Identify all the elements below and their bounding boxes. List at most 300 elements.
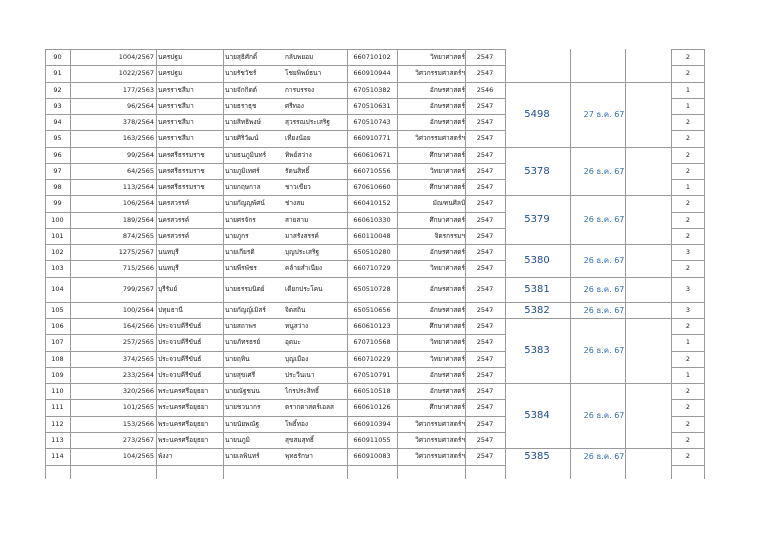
group-date: 26 ธ.ค. 67 xyxy=(583,305,625,315)
cell-count: 1 xyxy=(685,85,691,94)
cell-first: นายธนภูมินทร์ xyxy=(225,150,267,159)
cell-first: นายธรรมนิตย์ xyxy=(225,285,265,294)
cell-doc: 320/2566 xyxy=(122,386,154,395)
cell-first: นายนภูมิ xyxy=(225,435,250,444)
cell-prov: นครสวรรค์ xyxy=(158,199,190,208)
cell-id: 660910944 xyxy=(353,69,391,78)
cell-count: 2 xyxy=(685,134,691,143)
cell-doc: 715/2566 xyxy=(122,264,154,273)
row-divider xyxy=(45,260,505,261)
row-divider xyxy=(45,82,505,83)
cell-doc: 257/2565 xyxy=(122,338,154,347)
group-date: 26 ธ.ค. 67 xyxy=(583,285,625,294)
cell-year: 2546 xyxy=(476,85,494,94)
cell-id: 660410152 xyxy=(353,199,391,208)
cell-count: 2 xyxy=(685,117,691,126)
cell-count: 2 xyxy=(685,419,691,428)
group-number: 5384 xyxy=(524,410,550,421)
column-divider xyxy=(671,49,672,479)
cell-count: 2 xyxy=(685,435,691,444)
cell-last: ประวีนเนา xyxy=(285,370,315,379)
cell-year: 2547 xyxy=(476,338,494,347)
cell-prov: ประจวบคีรีขันธ์ xyxy=(158,354,202,363)
group-number: 5381 xyxy=(524,284,550,295)
cell-year: 2547 xyxy=(476,264,494,273)
cell-year: 2547 xyxy=(476,403,494,412)
cell-year: 2547 xyxy=(476,452,494,461)
row-divider xyxy=(45,351,505,352)
cell-last: ช่างสม xyxy=(285,199,305,208)
cell-count: 3 xyxy=(685,305,691,314)
cell-year: 2547 xyxy=(476,199,494,208)
cell-doc: 64/2565 xyxy=(126,166,154,175)
row-divider xyxy=(671,114,705,115)
cell-doc: 113/2564 xyxy=(122,182,154,191)
cell-count: 2 xyxy=(685,264,691,273)
row-divider xyxy=(45,195,505,196)
group-cell xyxy=(505,195,671,244)
cell-first: นายนัยพณัฐ xyxy=(225,419,260,428)
cell-id: 660110048 xyxy=(353,231,391,240)
cell-doc: 164/2566 xyxy=(122,321,154,330)
cell-no: 107 xyxy=(51,338,64,347)
cell-no: 110 xyxy=(51,386,64,395)
column-divider xyxy=(156,49,157,479)
cell-count: 2 xyxy=(685,321,691,330)
cell-fac: วิทยาศาสตร์ xyxy=(430,354,465,363)
cell-last: มาสรังสรรค์ xyxy=(285,231,319,240)
cell-count: 1 xyxy=(685,370,691,379)
cell-no: 101 xyxy=(51,231,64,240)
cell-prov: ประจวบคีรีขันธ์ xyxy=(158,338,202,347)
cell-id: 670510382 xyxy=(353,85,391,94)
cell-no: 112 xyxy=(51,419,64,428)
group-number: 5380 xyxy=(524,255,550,266)
table-row xyxy=(45,49,705,65)
cell-no: 99 xyxy=(53,199,62,208)
cell-year: 2547 xyxy=(476,134,494,143)
cell-doc: 104/2565 xyxy=(122,452,154,461)
column-divider xyxy=(397,49,398,479)
cell-fac: อักษรศาสตร์ xyxy=(429,247,465,256)
cell-id: 660610123 xyxy=(353,321,391,330)
group-cell xyxy=(505,383,671,448)
cell-prov: บุรีรัมย์ xyxy=(158,285,178,294)
cell-year: 2547 xyxy=(476,182,494,191)
cell-id: 670510631 xyxy=(353,101,391,110)
row-divider xyxy=(671,228,705,229)
cell-doc: 99/2564 xyxy=(126,150,154,159)
group-date: 26 ธ.ค. 67 xyxy=(583,452,625,461)
cell-year: 2547 xyxy=(476,386,494,395)
group-date: 26 ธ.ค. 67 xyxy=(583,346,625,355)
cell-year: 2547 xyxy=(476,435,494,444)
cell-no: 90 xyxy=(53,52,62,61)
cell-doc: 374/2565 xyxy=(122,354,154,363)
cell-count: 1 xyxy=(685,101,691,110)
cell-count: 2 xyxy=(685,199,691,208)
cell-count: 2 xyxy=(685,403,691,412)
cell-fac: อักษรศาสตร์ xyxy=(429,386,465,395)
cell-first: นายกฤษกาล xyxy=(225,182,261,191)
row-divider xyxy=(671,448,705,449)
column-divider xyxy=(704,49,705,479)
row-divider xyxy=(671,260,705,261)
cell-first: นายณัฐชนน xyxy=(225,386,260,395)
cell-last: พุทธรักษา xyxy=(285,452,313,461)
row-divider xyxy=(671,367,705,368)
cell-doc: 1004/2567 xyxy=(118,52,154,61)
row-divider xyxy=(45,65,505,66)
cell-no: 106 xyxy=(51,321,64,330)
table-row xyxy=(45,65,705,82)
cell-no: 91 xyxy=(53,69,62,78)
cell-year: 2547 xyxy=(476,247,494,256)
cell-prov: พระนครศรีอยุธยา xyxy=(158,386,209,395)
cell-last: รัตนสิทธิ์ xyxy=(285,166,310,175)
row-divider xyxy=(671,244,705,245)
cell-no: 95 xyxy=(53,134,62,143)
group-date: 26 ธ.ค. 67 xyxy=(583,411,625,420)
cell-year: 2547 xyxy=(476,285,494,294)
cell-first: นายฤทิน xyxy=(225,354,250,363)
cell-doc: 100/2564 xyxy=(122,305,154,314)
cell-first: นายสุธิศักดิ์ xyxy=(225,52,258,61)
cell-doc: 1022/2567 xyxy=(118,69,154,78)
cell-year: 2547 xyxy=(476,117,494,126)
group-cell xyxy=(505,82,671,147)
cell-first: นายจักกิตต์ xyxy=(225,85,258,94)
row-divider xyxy=(45,448,505,449)
cell-year: 2547 xyxy=(476,215,494,224)
row-divider xyxy=(45,114,505,115)
cell-id: 660710556 xyxy=(353,166,391,175)
cell-prov: นครราชสีมา xyxy=(158,117,194,126)
cell-count: 2 xyxy=(685,150,691,159)
cell-id: 660710729 xyxy=(353,264,391,273)
row-divider xyxy=(45,432,505,433)
cell-doc: 1275/2567 xyxy=(118,247,154,256)
cell-first: นายภูมิเทศร์ xyxy=(225,166,260,175)
cell-doc: 189/2564 xyxy=(122,215,154,224)
group-cell xyxy=(505,302,671,318)
group-cell xyxy=(505,277,671,302)
group-date: 26 ธ.ค. 67 xyxy=(583,166,625,176)
row-divider xyxy=(45,98,505,99)
row-divider xyxy=(671,318,705,319)
cell-id: 650510280 xyxy=(353,247,391,256)
row-divider xyxy=(671,416,705,417)
cell-prov: นนทบุรี xyxy=(158,247,179,256)
cell-no: 94 xyxy=(53,117,62,126)
group-cell xyxy=(505,318,671,383)
cell-id: 660610330 xyxy=(353,215,391,224)
cell-fac: วิศวกรรมศาสตร์ฯ xyxy=(415,419,465,428)
cell-prov: นนทบุรี xyxy=(158,264,179,273)
row-divider xyxy=(45,399,505,400)
row-divider xyxy=(45,49,505,50)
cell-year: 2547 xyxy=(476,166,494,175)
cell-first: นายพีรพัชร xyxy=(225,264,257,273)
cell-id: 660710102 xyxy=(353,52,391,61)
cell-fac: อักษรศาสตร์ xyxy=(429,101,465,110)
cell-first: นายรัชวัชร์ xyxy=(225,69,257,78)
cell-fac: วิทยาศาสตร์ xyxy=(430,52,465,61)
cell-first: นายภัทรธรย์ xyxy=(225,338,261,347)
cell-last: โพธิ์ทอง xyxy=(285,419,309,428)
cell-prov: นครปฐม xyxy=(158,69,183,78)
cell-fac: ศึกษาศาสตร์ xyxy=(429,403,465,412)
cell-year: 2547 xyxy=(476,101,494,110)
cell-count: 2 xyxy=(685,354,691,363)
cell-no: 102 xyxy=(51,247,64,256)
cell-prov: นครศรีธรรมราช xyxy=(158,166,205,175)
row-divider xyxy=(45,334,505,335)
cell-first: นายศิริวัฒน์ xyxy=(225,134,259,143)
row-divider xyxy=(45,212,505,213)
cell-count: 2 xyxy=(685,166,691,175)
cell-fac: ศึกษาศาสตร์ xyxy=(429,215,465,224)
cell-last: สายสาม xyxy=(285,215,309,224)
cell-no: 93 xyxy=(53,101,62,110)
cell-prov: นครปฐม xyxy=(158,52,183,61)
cell-prov: นครราชสีมา xyxy=(158,134,194,143)
cell-prov: นครราชสีมา xyxy=(158,101,194,110)
cell-no: 105 xyxy=(51,305,64,314)
cell-first: นายกัญญพัศน์ xyxy=(225,199,265,208)
cell-first: นายธราธุช xyxy=(225,101,257,110)
cell-doc: 874/2565 xyxy=(122,231,154,240)
row-divider xyxy=(671,351,705,352)
cell-prov: นครศรีธรรมราช xyxy=(158,150,205,159)
cell-last: ชาวเขียว xyxy=(285,182,311,191)
column-divider xyxy=(465,49,466,479)
cell-doc: 233/2564 xyxy=(122,370,154,379)
cell-doc: 153/2566 xyxy=(122,419,154,428)
row-divider xyxy=(45,163,505,164)
cell-id: 660910394 xyxy=(353,419,391,428)
cell-last: คล้ายสำเนียง xyxy=(285,264,323,273)
cell-fac: วิศวกรรมศาสตร์ฯ xyxy=(415,134,465,143)
records-table xyxy=(45,49,705,479)
cell-fac: วิศวกรรมศาสตร์ฯ xyxy=(415,452,465,461)
cell-no: 92 xyxy=(53,85,62,94)
cell-year: 2547 xyxy=(476,370,494,379)
cell-no: 96 xyxy=(53,150,62,159)
cell-last: กลับพยอม xyxy=(285,52,314,61)
cell-id: 650510656 xyxy=(353,305,391,314)
cell-id: 670610660 xyxy=(353,182,391,191)
cell-first: นายชวนากร xyxy=(225,403,261,412)
cell-prov: พระนครศรีอยุธยา xyxy=(158,419,209,428)
row-divider xyxy=(45,318,505,319)
row-divider xyxy=(45,383,505,384)
cell-no: 98 xyxy=(53,182,62,191)
cell-id: 670510743 xyxy=(353,117,391,126)
group-number: 5379 xyxy=(524,214,550,225)
cell-last: สุวรรณประเสริฐ xyxy=(285,117,331,126)
cell-prov: นครสวรรค์ xyxy=(158,215,190,224)
cell-fac: ศึกษาศาสตร์ xyxy=(429,321,465,330)
cell-first: นายศรจักร xyxy=(225,215,256,224)
cell-prov: นครราชสีมา xyxy=(158,85,194,94)
cell-year: 2547 xyxy=(476,52,494,61)
cell-id: 660610671 xyxy=(353,150,391,159)
row-divider xyxy=(671,302,705,303)
row-divider xyxy=(45,465,505,466)
row-divider xyxy=(671,82,705,83)
cell-first: นายกัญญ์เมิสร์ xyxy=(225,305,266,314)
cell-fac: มัณฑนศิลป์ xyxy=(432,199,465,208)
group-number: 5385 xyxy=(524,451,550,462)
row-divider xyxy=(45,416,505,417)
cell-year: 2547 xyxy=(476,419,494,428)
cell-last: ทิพย์สว่าง xyxy=(285,150,312,159)
cell-year: 2547 xyxy=(476,305,494,314)
column-divider xyxy=(45,49,46,479)
cell-fac: วิทยาศาสตร์ xyxy=(430,338,465,347)
cell-fac: วิศวกรรมศาสตร์ฯ xyxy=(415,435,465,444)
row-divider xyxy=(45,244,505,245)
cell-last: บุญเมือง xyxy=(285,354,309,363)
group-cell xyxy=(505,244,671,277)
row-divider xyxy=(671,163,705,164)
cell-first: นายสิทธิพงษ์ xyxy=(225,117,261,126)
row-divider xyxy=(671,383,705,384)
cell-fac: วิทยาศาสตร์ xyxy=(430,264,465,273)
cell-prov: พระนครศรีอยุธยา xyxy=(158,403,209,412)
row-divider xyxy=(45,179,505,180)
cell-last: เที่ยงน้อย xyxy=(285,134,311,143)
cell-id: 670710568 xyxy=(353,338,391,347)
cell-year: 2547 xyxy=(476,231,494,240)
cell-no: 97 xyxy=(53,166,62,175)
row-divider xyxy=(671,334,705,335)
cell-no: 111 xyxy=(51,403,64,412)
row-divider xyxy=(671,465,705,466)
cell-prov: พระนครศรีอยุธยา xyxy=(158,435,209,444)
cell-no: 103 xyxy=(51,264,64,273)
row-divider xyxy=(671,277,705,278)
cell-no: 100 xyxy=(51,215,64,224)
cell-count: 1 xyxy=(685,182,691,191)
cell-doc: 106/2564 xyxy=(122,199,154,208)
cell-last: สุขสมสุทธิ์ xyxy=(285,435,314,444)
group-cell xyxy=(505,448,671,465)
cell-count: 2 xyxy=(685,52,691,61)
cell-count: 3 xyxy=(685,285,691,294)
column-divider xyxy=(70,49,71,479)
cell-doc: 799/2567 xyxy=(122,285,154,294)
cell-year: 2547 xyxy=(476,150,494,159)
cell-count: 1 xyxy=(685,338,691,347)
cell-doc: 273/2567 xyxy=(122,435,154,444)
row-divider xyxy=(45,302,505,303)
group-date: 26 ธ.ค. 67 xyxy=(583,215,625,224)
cell-last: ไกรประสิทธิ์ xyxy=(285,386,320,395)
cell-id: 670510791 xyxy=(353,370,391,379)
cell-prov: ประจวบคีรีขันธ์ xyxy=(158,370,202,379)
group-cell xyxy=(505,147,671,195)
cell-last: เดียกประโคน xyxy=(285,285,323,294)
cell-count: 2 xyxy=(685,231,691,240)
row-divider xyxy=(671,195,705,196)
cell-last: หนูสว่าง xyxy=(285,321,309,330)
cell-first: นายเลพินทร์ xyxy=(225,452,260,461)
cell-no: 104 xyxy=(51,285,64,294)
cell-doc: 378/2564 xyxy=(122,117,154,126)
cell-last: โชยพิพย์ธนา xyxy=(285,69,322,78)
cell-count: 2 xyxy=(685,452,691,461)
row-divider xyxy=(45,228,505,229)
cell-fac: อักษรศาสตร์ xyxy=(429,285,465,294)
cell-prov: พังงา xyxy=(158,452,173,461)
cell-year: 2547 xyxy=(476,321,494,330)
column-divider xyxy=(223,49,224,479)
group-number: 5382 xyxy=(524,304,550,316)
row-divider xyxy=(671,432,705,433)
cell-fac: จิตรกรรมฯ xyxy=(434,231,465,240)
cell-id: 660710229 xyxy=(353,354,391,363)
row-divider xyxy=(671,65,705,66)
row-divider xyxy=(671,49,705,50)
cell-fac: วิทยาศาสตร์ xyxy=(430,166,465,175)
row-divider xyxy=(671,399,705,400)
cell-id: 650510728 xyxy=(353,285,391,294)
row-divider xyxy=(45,130,505,131)
cell-year: 2547 xyxy=(476,69,494,78)
group-date: 27 ธ.ค. 67 xyxy=(583,110,625,119)
group-number: 5378 xyxy=(524,165,550,177)
cell-no: 109 xyxy=(51,370,64,379)
column-divider xyxy=(347,49,348,479)
cell-fac: อักษรศาสตร์ xyxy=(429,117,465,126)
cell-no: 108 xyxy=(51,354,64,363)
cell-fac: ศึกษาศาสตร์ xyxy=(429,150,465,159)
cell-last: ตรากตาสตร์เอลส xyxy=(285,403,334,412)
cell-id: 660510518 xyxy=(353,386,391,395)
cell-count: 2 xyxy=(685,215,691,224)
cell-no: 114 xyxy=(51,452,64,461)
cell-fac: อักษรศาสตร์ xyxy=(429,85,465,94)
cell-prov: นครศรีธรรมราช xyxy=(158,182,205,191)
cell-prov: ประจวบคีรีขันธ์ xyxy=(158,321,202,330)
cell-first: นายสุขเศรี xyxy=(225,370,256,379)
group-number: 5383 xyxy=(524,345,550,356)
cell-year: 2547 xyxy=(476,354,494,363)
cell-first: นายภูกร xyxy=(225,231,249,240)
cell-id: 660910083 xyxy=(353,452,391,461)
row-divider xyxy=(45,367,505,368)
cell-fac: ศึกษาศาสตร์ xyxy=(429,182,465,191)
cell-id: 660911055 xyxy=(353,435,391,444)
row-divider xyxy=(671,98,705,99)
cell-doc: 96/2564 xyxy=(126,101,154,110)
cell-fac: อักษรศาสตร์ xyxy=(429,370,465,379)
cell-doc: 177/2563 xyxy=(122,85,154,94)
cell-no: 113 xyxy=(51,435,64,444)
cell-count: 2 xyxy=(685,386,691,395)
cell-fac: อักษรศาสตร์ xyxy=(429,305,465,314)
cell-prov: นครสวรรค์ xyxy=(158,231,190,240)
cell-first: นายสถาพร xyxy=(225,321,257,330)
group-date: 26 ธ.ค. 67 xyxy=(583,256,625,265)
cell-fac: วิศวกรรมศาสตร์ฯ xyxy=(415,69,465,78)
row-divider xyxy=(45,277,505,278)
cell-id: 660610126 xyxy=(353,403,391,412)
row-divider xyxy=(671,147,705,148)
cell-count: 3 xyxy=(685,247,691,256)
